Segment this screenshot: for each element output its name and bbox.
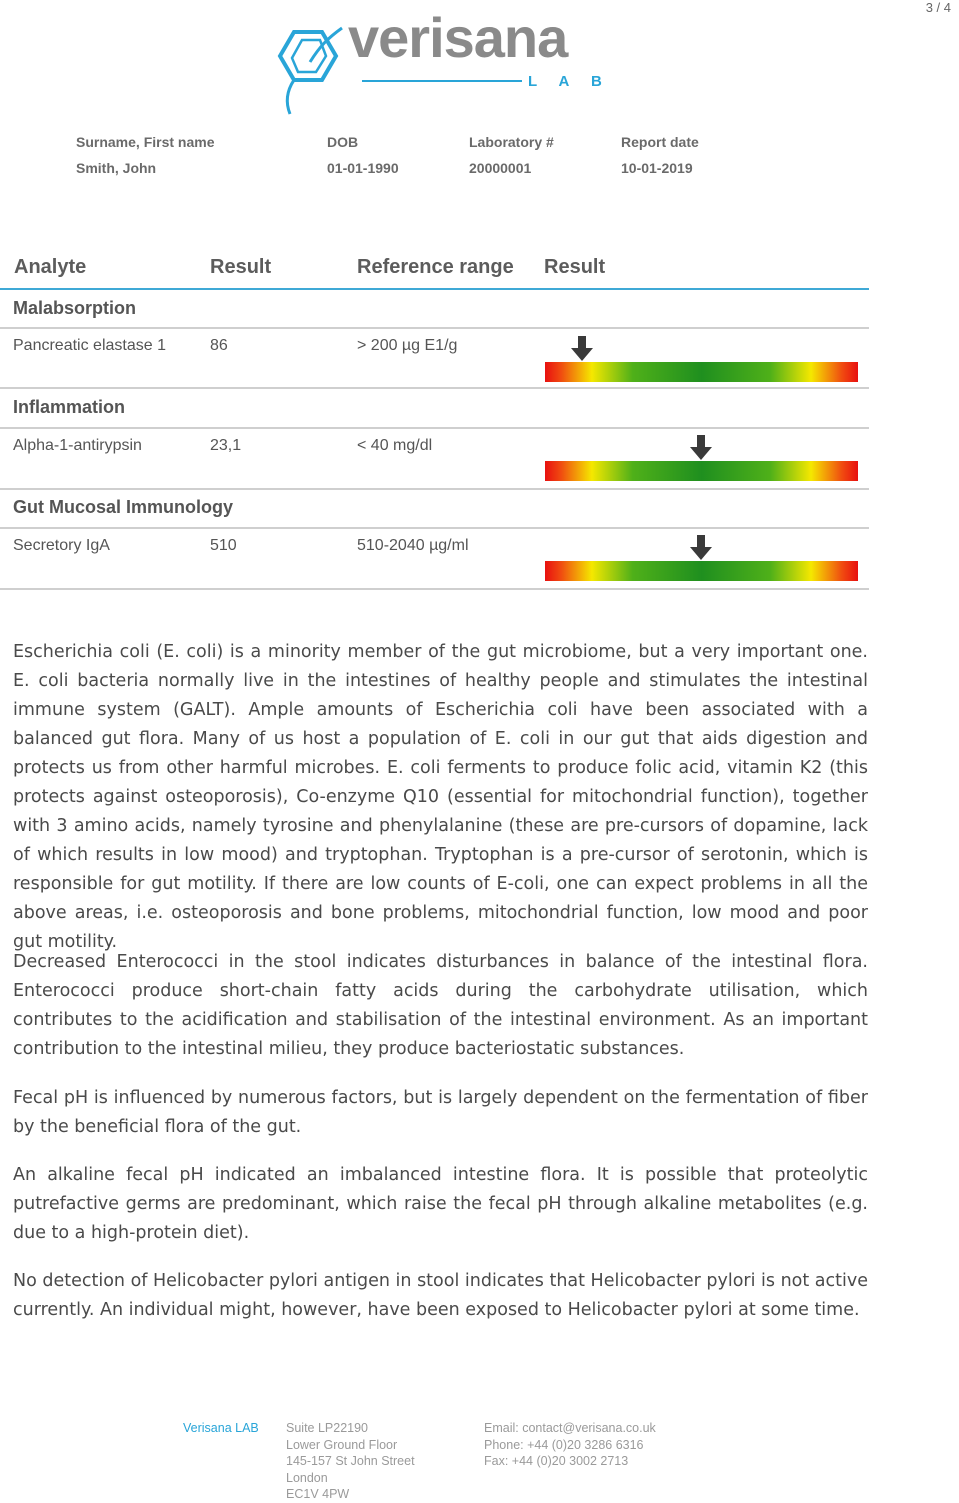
footer-address-line: Lower Ground Floor [286,1437,398,1452]
footer-address [286,1420,415,1503]
footer-email[interactable]: Email: contact@verisana.co.uk [484,1421,656,1435]
footer-brand: Verisana LAB [183,1421,259,1435]
section-title: Inflammation [13,397,126,417]
analyte-name: Secretory IgA [13,537,110,554]
hexagon-logo-icon [270,22,350,120]
header-analyte: Analyte [14,256,87,278]
header-result-graph: Result [544,256,606,278]
section-title: Malabsorption [13,298,137,318]
table-bottom-divider [0,588,869,590]
header-divider [0,288,869,290]
page-number: 3 / 4 [925,0,951,15]
header-reference-range: Reference range [357,256,514,278]
report-date-value: 10-01-2019 [621,160,693,176]
section-divider [0,427,869,429]
footer-fax: Fax: +44 (0)20 3002 2713 [484,1454,629,1468]
range-bar [545,561,858,581]
range-bar [545,461,858,481]
analyte-result: 510 [210,537,237,554]
patient-name-label: Surname, First name [76,134,215,150]
analyte-range: > 200 µg E1/g [357,337,458,354]
row-divider [0,387,869,389]
paragraph-e-coli: Escherichia coli (E. coli) is a minority member of the gut microbiome, but a very important one. E. coli bacteria normally live in the intestines of healthy people and stimulates the intestinal immune system (GALT). Ample amounts of Escherichia coli have been associated with a balanced gut flora. Many of us host a population of E. coli in our gut that aids digestion and protects us from other harmful microbes. E. coli ferments to produce folic acid, vitamin K2 (this protects against osteoporosis), Co-enzyme Q10 (essential for mitochondrial function), together with 3 amino acids, namely tyrosine and phenylalanine (these are pre-cursors of dopamine, lack of which results in low mood) and tryptophan. Tryptophan is a pre-cursor of serotonin, which is responsible for gut motility. If there are low counts of E-coli, one can expect problems in all the above areas, i.e. osteoporosis and bone problems, mitochondrial function, low mood and poor gut motility. [13,642,868,952]
analyte-result: 23,1 [210,437,242,454]
footer-phone: Phone: +44 (0)20 3286 6316 [484,1437,644,1452]
paragraph-enterococci: Decreased Enterococci in the stool indicates disturbances in balance of the intestinal flora. Enterococci produce short-chain fatty acids during the carbohydrate utilisation, which contributes to the acidification and stabilisation of the intestinal environment. As an important contribution to the intestinal milieu, they produce bacteriostatic substances. [13,952,868,1059]
footer-address-line: 145-157 St John Street [286,1454,415,1468]
footer-contact [484,1420,656,1470]
footer-address-line: London [286,1470,328,1485]
paragraph-helicobacter: No detection of Helicobacter pylori antigen in stool indicates that Helicobacter pylori is not active currently. An individual might, however, have been exposed to Helicobacter pylori at some time. [13,1271,868,1320]
logo-wordmark: verisana [348,6,568,69]
header-result: Result [210,256,272,278]
lab-number-label: Laboratory # [469,134,554,150]
result-marker-icon [688,435,714,461]
analyte-range: 510-2040 µg/ml [357,537,469,554]
range-bar [545,362,858,382]
paragraph-fecal-ph: Fecal pH is influenced by numerous factors, but is largely dependent on the fermentation of fiber by the beneficial flora of the gut. [13,1088,868,1137]
analyte-name: Alpha-1-antirypsin [13,437,142,454]
result-marker-icon [688,535,714,561]
section-title: Gut Mucosal Immunology [13,497,234,517]
result-marker-icon [569,336,595,362]
footer-address-line: EC1V 4PW [286,1487,350,1501]
analyte-name: Pancreatic elastase 1 [13,337,166,354]
analyte-result: 86 [210,337,228,354]
patient-name-value: Smith, John [76,160,157,176]
section-divider [0,327,869,329]
dob-label: DOB [327,134,359,150]
lab-number-value: 20000001 [469,160,532,176]
report-date-label: Report date [621,134,699,150]
row-divider [0,488,869,490]
logo-underline [362,80,522,82]
footer-address-line: Suite LP22190 [286,1421,369,1435]
logo-lab: L A B [528,73,611,90]
analyte-range: < 40 mg/dl [357,437,433,454]
section-divider [0,527,869,529]
paragraph-alkaline-ph: An alkaline fecal pH indicated an imbalanced intestine flora. It is possible that proteolytic putrefactive germs are predominant, which raise the fecal pH through alkaline metabolites (e.g. due to a high-protein diet). [13,1165,868,1243]
dob-value: 01-01-1990 [327,160,399,176]
